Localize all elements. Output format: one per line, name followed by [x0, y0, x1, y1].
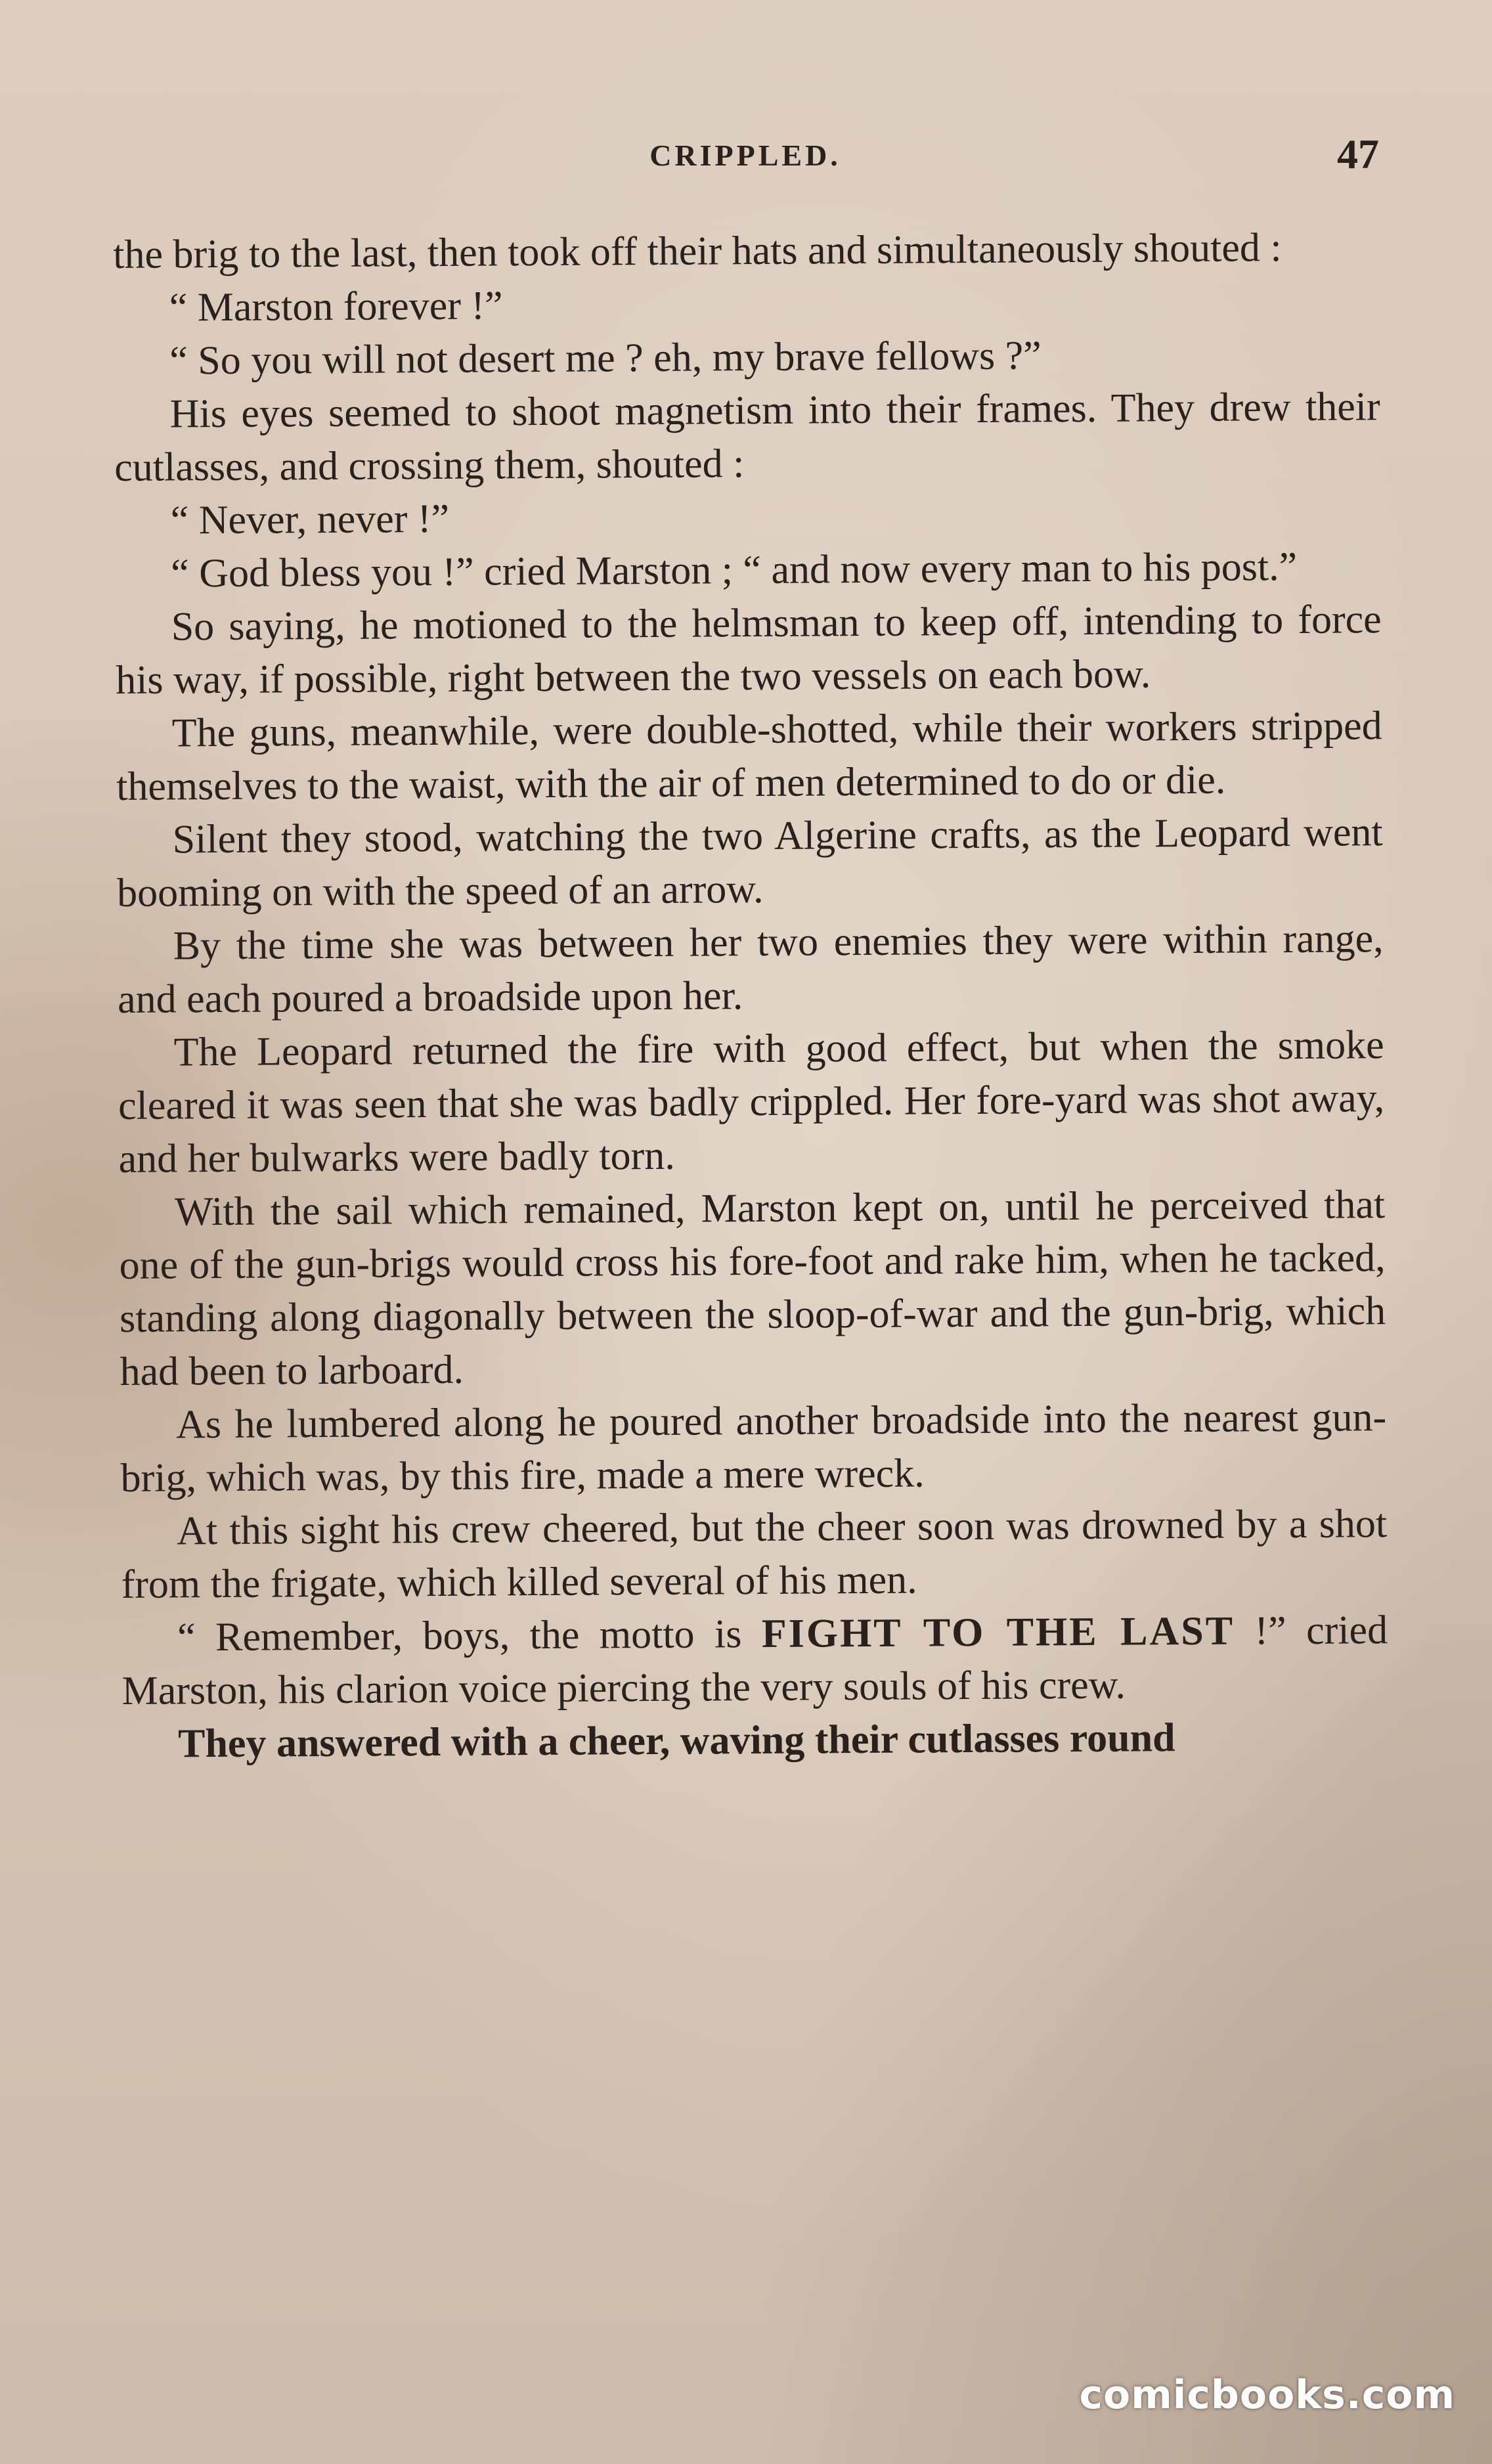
paragraph-1: the brig to the last, then took off their hats and simultaneously shouted : — [113, 225, 1282, 277]
watermark: comicbooks.com — [1079, 2372, 1455, 2418]
body-text — [113, 221, 1388, 1771]
paragraph-8: The guns, meanwhile, were double-shotted, while their workers stripped themselves to the waist, with the air of men determined to do or die. — [116, 703, 1382, 809]
page-number: 47 — [1337, 131, 1379, 177]
paragraph-6: “ God bless you !” cried Marston ; “ and now every man to his post.” — [171, 544, 1298, 596]
running-head: CRIPPLED. — [649, 139, 841, 172]
paragraph-4: His eyes seemed to shoot magnetism into their frames. They drew their cutlasses, and crossing them, shouted : — [114, 384, 1380, 490]
paragraph-3: “ So you will not desert me ? eh, my brave fellows ?” — [169, 333, 1042, 384]
paragraph-5: “ Never, never !” — [170, 496, 450, 543]
paragraph-13: As he lumbered along he poured another broadside into the nearest gun-brig, which was, by this fire, made a mere wreck. — [120, 1395, 1387, 1501]
paragraph-11: The Leopard returned the fire with good effect, but when the smoke cleared it was seen that she was badly crippled. Her fore-yard was shot away, and her bulwarks were badly torn. — [118, 1023, 1385, 1181]
paragraph-last: They answered with a cheer, waving their cutlasses round — [177, 1715, 1175, 1767]
paragraph-2: “ Marston forever !” — [169, 283, 503, 330]
page-header — [112, 125, 1379, 190]
motto-text: FIGHT TO THE LAST — [761, 1608, 1235, 1657]
remember-text-before: “ Remember, boys, the motto is — [177, 1612, 762, 1660]
paragraph-14: At this sight his crew cheered, but the cheer soon was drowned by a shot from the frigate, which killed several of his men. — [121, 1501, 1388, 1607]
remember-text-after: !” cried Marston, his clarion voice piercing the very souls of his crew. — [121, 1608, 1388, 1713]
paragraph-remember — [121, 1604, 1388, 1718]
paragraph-9: Silent they stood, watching the two Algerine crafts, as the Leopard went booming on with the speed of an arrow. — [116, 810, 1383, 915]
paragraph-12: With the sail which remained, Marston kept on, until he perceived that one of the gun-brigs would cross his fore-foot and rake him, when he tacked, standing along diagonally between the sloop-of-war and the gun-brig, which had been to larboard. — [119, 1182, 1386, 1394]
paragraph-7: So saying, he motioned to the helmsman to keep off, intending to force his way, if possible, right between the two vessels on each bow. — [115, 597, 1382, 703]
paragraph-10: By the time she was between her two enemies they were within range, and each poured a broadside upon her. — [117, 916, 1384, 1022]
